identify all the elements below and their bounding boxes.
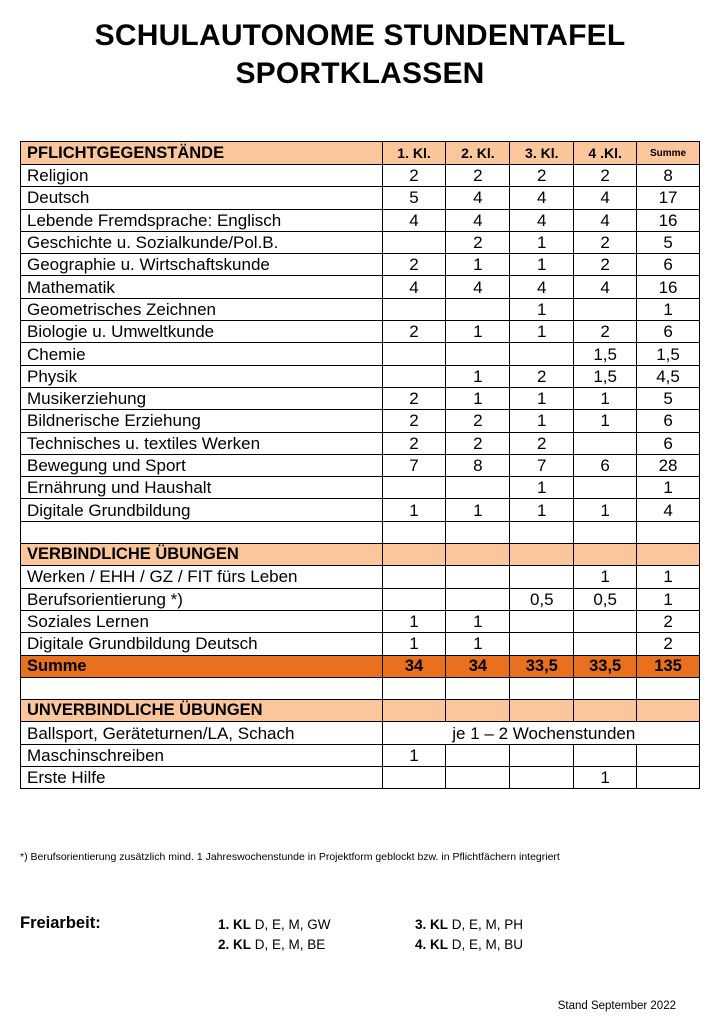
table-row	[21, 588, 700, 610]
value-cell: 2	[382, 321, 446, 343]
value-cell: 1	[382, 744, 446, 766]
stand-date: Stand September 2022	[557, 1000, 676, 1012]
value-cell: 34	[446, 655, 510, 677]
value-cell: 16	[637, 276, 700, 298]
row-label: Summe	[21, 655, 383, 677]
value-cell	[446, 343, 510, 365]
value-cell: 5	[637, 231, 700, 253]
table-row	[21, 722, 700, 744]
value-cell	[574, 744, 637, 766]
empty-row	[21, 521, 700, 543]
value-cell: 4	[382, 276, 446, 298]
column-header: 3. Kl.	[510, 142, 574, 165]
table-cell	[574, 544, 637, 566]
value-cell: 2	[446, 410, 510, 432]
value-cell	[382, 767, 446, 789]
value-cell: 1	[637, 298, 700, 320]
value-cell: 4	[382, 209, 446, 231]
value-cell: 135	[637, 655, 700, 677]
table-row	[21, 410, 700, 432]
value-cell: 5	[637, 387, 700, 409]
value-cell: 1	[510, 298, 574, 320]
value-cell: 2	[382, 387, 446, 409]
table-row	[21, 432, 700, 454]
span-cell: je 1 – 2 Wochenstunden	[382, 722, 699, 744]
value-cell	[574, 477, 637, 499]
value-cell: 28	[637, 454, 700, 476]
value-cell: 1	[574, 767, 637, 789]
value-cell: 2	[446, 231, 510, 253]
value-cell: 7	[510, 454, 574, 476]
value-cell: 6	[637, 254, 700, 276]
value-cell: 1	[446, 254, 510, 276]
section-header-row	[21, 700, 700, 722]
row-label: Geographie u. Wirtschaftskunde	[21, 254, 383, 276]
value-cell: 1	[510, 477, 574, 499]
table-row	[21, 254, 700, 276]
value-cell: 2	[510, 365, 574, 387]
value-cell: 1,5	[574, 365, 637, 387]
freiarbeit-entry: 3. KL D, E, M, PH	[415, 917, 524, 932]
value-cell: 1	[637, 588, 700, 610]
value-cell: 1,5	[637, 343, 700, 365]
row-label: Berufsorientierung *)	[21, 588, 383, 610]
value-cell	[446, 744, 510, 766]
value-cell: 6	[574, 454, 637, 476]
table-row	[21, 477, 700, 499]
value-cell	[446, 566, 510, 588]
value-cell: 1	[446, 387, 510, 409]
value-cell: 4	[510, 209, 574, 231]
value-cell	[446, 767, 510, 789]
table-cell	[510, 521, 574, 543]
value-cell: 1	[446, 610, 510, 632]
table-row	[21, 365, 700, 387]
table-cell	[574, 700, 637, 722]
value-cell	[510, 633, 574, 655]
value-cell: 1	[510, 387, 574, 409]
value-cell: 6	[637, 432, 700, 454]
value-cell: 1	[510, 254, 574, 276]
value-cell	[382, 365, 446, 387]
value-cell	[637, 767, 700, 789]
value-cell: 2	[382, 432, 446, 454]
table-row	[21, 343, 700, 365]
footnote: *) Berufsorientierung zusätzlich mind. 1 Jahreswochenstunde in Projektform geblockt bzw. in Pflichtfächern integriert	[20, 851, 560, 863]
table-row	[21, 767, 700, 789]
table-cell	[446, 677, 510, 699]
value-cell	[574, 432, 637, 454]
value-cell: 2	[382, 165, 446, 187]
summe-row	[21, 655, 700, 677]
table-cell	[21, 521, 383, 543]
row-label: Deutsch	[21, 187, 383, 209]
value-cell: 4	[574, 209, 637, 231]
row-label: Bewegung und Sport	[21, 454, 383, 476]
table-row	[21, 298, 700, 320]
value-cell: 4	[574, 276, 637, 298]
table-row	[21, 231, 700, 253]
value-cell: 4	[446, 187, 510, 209]
value-cell	[574, 633, 637, 655]
value-cell: 1	[446, 321, 510, 343]
row-label: Ballsport, Geräteturnen/LA, Schach	[21, 722, 383, 744]
value-cell	[510, 744, 574, 766]
value-cell	[382, 566, 446, 588]
value-cell: 0,5	[574, 588, 637, 610]
value-cell	[382, 588, 446, 610]
value-cell: 5	[382, 187, 446, 209]
value-cell: 1	[446, 499, 510, 521]
row-label: Musikerziehung	[21, 387, 383, 409]
value-cell: 1	[637, 566, 700, 588]
value-cell: 1	[510, 321, 574, 343]
table-cell	[574, 521, 637, 543]
value-cell: 4	[637, 499, 700, 521]
table-cell	[382, 677, 446, 699]
table-cell	[637, 700, 700, 722]
value-cell	[574, 298, 637, 320]
value-cell: 1	[510, 499, 574, 521]
table-row	[21, 209, 700, 231]
value-cell: 4	[446, 276, 510, 298]
row-label: Mathematik	[21, 276, 383, 298]
table-row	[21, 633, 700, 655]
page-title: SCHULAUTONOME STUNDENTAFEL	[94, 19, 626, 52]
value-cell: 4	[446, 209, 510, 231]
freiarbeit-entry: 4. KL D, E, M, BU	[415, 937, 524, 952]
value-cell	[637, 744, 700, 766]
value-cell	[574, 610, 637, 632]
value-cell: 2	[574, 254, 637, 276]
stundentafel-table	[20, 141, 700, 789]
table-row	[21, 187, 700, 209]
value-cell: 2	[637, 633, 700, 655]
row-label: Ernährung und Haushalt	[21, 477, 383, 499]
value-cell: 1	[510, 231, 574, 253]
freiarbeit-entry: 2. KL D, E, M, BE	[218, 937, 326, 952]
value-cell	[382, 343, 446, 365]
table-row	[21, 566, 700, 588]
row-label: Soziales Lernen	[21, 610, 383, 632]
value-cell: 2	[446, 165, 510, 187]
value-cell: 2	[382, 254, 446, 276]
value-cell: 4	[510, 187, 574, 209]
value-cell: 8	[446, 454, 510, 476]
value-cell: 4	[574, 187, 637, 209]
value-cell: 6	[637, 410, 700, 432]
freiarbeit-label: Freiarbeit:	[20, 914, 101, 932]
value-cell: 33,5	[574, 655, 637, 677]
value-cell: 2	[510, 165, 574, 187]
value-cell: 7	[382, 454, 446, 476]
value-cell	[446, 298, 510, 320]
value-cell: 2	[382, 410, 446, 432]
table-cell	[510, 700, 574, 722]
row-label: Geometrisches Zeichnen	[21, 298, 383, 320]
section-title: PFLICHTGEGENSTÄNDE	[21, 142, 383, 165]
value-cell: 1	[574, 499, 637, 521]
value-cell: 2	[510, 432, 574, 454]
table-cell	[446, 521, 510, 543]
row-label: Digitale Grundbildung Deutsch	[21, 633, 383, 655]
table-cell	[382, 521, 446, 543]
row-label: Digitale Grundbildung	[21, 499, 383, 521]
row-label: Erste Hilfe	[21, 767, 383, 789]
page-subtitle: SPORTKLASSEN	[235, 57, 485, 90]
value-cell: 1	[446, 633, 510, 655]
section-header-row	[21, 544, 700, 566]
table-row	[21, 321, 700, 343]
value-cell: 1	[574, 387, 637, 409]
value-cell: 1	[382, 633, 446, 655]
column-header: Summe	[637, 142, 700, 165]
row-label: Religion	[21, 165, 383, 187]
freiarbeit-entry: 1. KL D, E, M, GW	[218, 917, 331, 932]
section-title: UNVERBINDLICHE ÜBUNGEN	[21, 700, 383, 722]
column-header: 2. Kl.	[446, 142, 510, 165]
value-cell: 34	[382, 655, 446, 677]
column-header: 1. Kl.	[382, 142, 446, 165]
value-cell	[446, 588, 510, 610]
value-cell: 1	[382, 499, 446, 521]
value-cell	[382, 231, 446, 253]
value-cell: 8	[637, 165, 700, 187]
table-row	[21, 276, 700, 298]
row-label: Physik	[21, 365, 383, 387]
value-cell: 6	[637, 321, 700, 343]
value-cell: 2	[637, 610, 700, 632]
table-row	[21, 387, 700, 409]
table-row	[21, 499, 700, 521]
table-cell	[21, 677, 383, 699]
value-cell: 1	[574, 566, 637, 588]
table-cell	[574, 677, 637, 699]
value-cell: 2	[446, 432, 510, 454]
value-cell: 17	[637, 187, 700, 209]
value-cell	[510, 566, 574, 588]
table-row	[21, 454, 700, 476]
table-row	[21, 610, 700, 632]
value-cell	[382, 298, 446, 320]
table-cell	[382, 544, 446, 566]
table-row	[21, 165, 700, 187]
value-cell: 16	[637, 209, 700, 231]
row-label: Geschichte u. Sozialkunde/Pol.B.	[21, 231, 383, 253]
value-cell: 2	[574, 231, 637, 253]
table-cell	[637, 521, 700, 543]
value-cell: 4,5	[637, 365, 700, 387]
value-cell	[510, 767, 574, 789]
row-label: Technisches u. textiles Werken	[21, 432, 383, 454]
row-label: Werken / EHH / GZ / FIT fürs Leben	[21, 566, 383, 588]
table-cell	[446, 544, 510, 566]
value-cell	[510, 343, 574, 365]
value-cell: 2	[574, 165, 637, 187]
row-label: Bildnerische Erziehung	[21, 410, 383, 432]
table-cell	[637, 677, 700, 699]
row-label: Lebende Fremdsprache: Englisch	[21, 209, 383, 231]
row-label: Chemie	[21, 343, 383, 365]
value-cell	[382, 477, 446, 499]
value-cell: 4	[510, 276, 574, 298]
row-label: Biologie u. Umweltkunde	[21, 321, 383, 343]
empty-row	[21, 677, 700, 699]
table-cell	[510, 677, 574, 699]
table-cell	[446, 700, 510, 722]
table-cell	[382, 700, 446, 722]
value-cell: 1	[574, 410, 637, 432]
table-cell	[510, 544, 574, 566]
section-title: VERBINDLICHE ÜBUNGEN	[21, 544, 383, 566]
row-label: Maschinschreiben	[21, 744, 383, 766]
table-cell	[637, 544, 700, 566]
value-cell: 0,5	[510, 588, 574, 610]
value-cell	[510, 610, 574, 632]
value-cell: 1	[446, 365, 510, 387]
value-cell	[446, 477, 510, 499]
value-cell: 2	[574, 321, 637, 343]
value-cell: 1	[637, 477, 700, 499]
value-cell: 1,5	[574, 343, 637, 365]
value-cell: 1	[382, 610, 446, 632]
value-cell: 1	[510, 410, 574, 432]
table-row	[21, 744, 700, 766]
section-header-row	[21, 142, 700, 165]
column-header: 4 .Kl.	[574, 142, 637, 165]
value-cell: 33,5	[510, 655, 574, 677]
